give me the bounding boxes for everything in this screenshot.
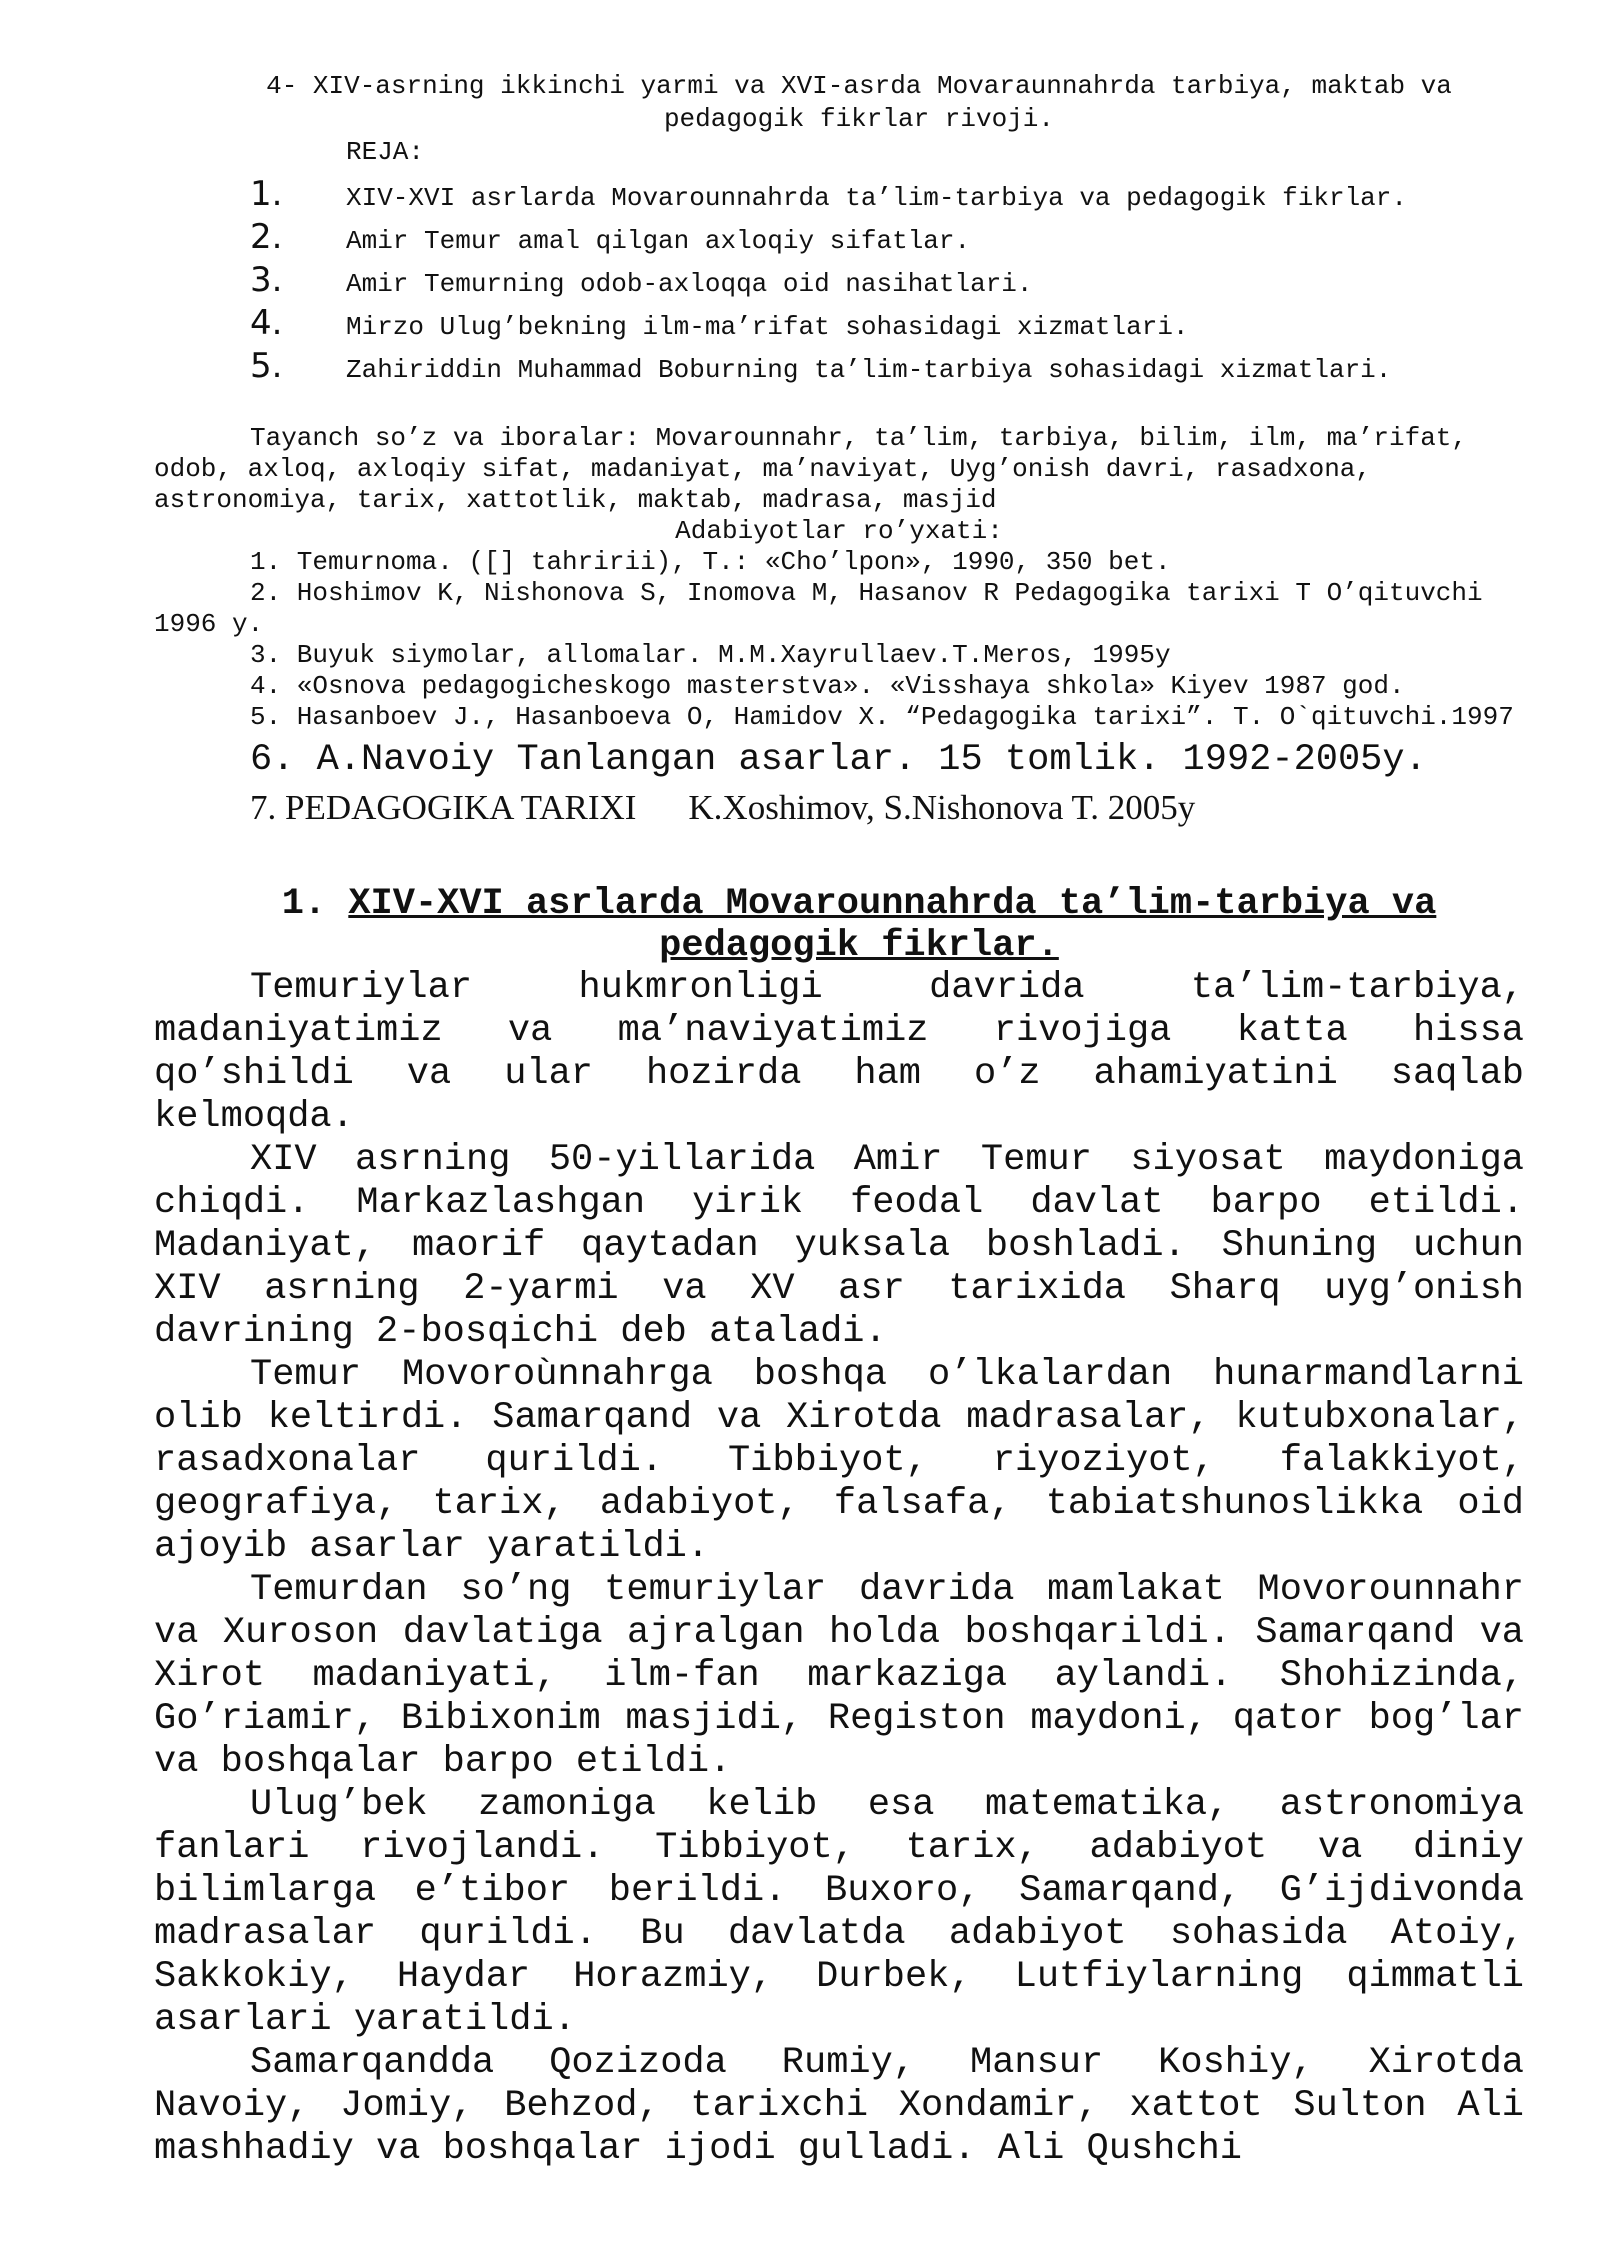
- plan-item-text: Mirzo Ulug’bekning ilm-ma’rifat sohasidagi xizmatlari.: [346, 312, 1189, 342]
- plan-item-number: 5.: [250, 346, 283, 386]
- body-paragraph: Temur Movoroùnnahrga boshqa o’lkalardan hunarmandlarni olib keltirdi. Samarqand va Xirotda madrasalar, kutubxonalar, rasadxonalar qurildi. Tibbiyot, riyoziyot, falakkiyot, geografiya, tarix, adabiyot, falsafa, tabiatshunoslikka oid ajoyib asarlar yaratildi.: [154, 1354, 1524, 1568]
- plan-heading: REJA:: [346, 137, 425, 167]
- reference-item: 4. «Osnova pedagogicheskogo masterstva». «Visshaya shkola» Kiyev 1987 god.: [250, 671, 1405, 701]
- reference-authors: K.Xoshimov, S.Nishonova T. 2005y: [688, 788, 1196, 827]
- plan-item: [154, 346, 1524, 389]
- plan-list: [154, 174, 1524, 389]
- reference-item: 1. Temurnoma. ([] tahririi), T.: «Cho’lpon», 1990, 350 bet.: [250, 547, 1171, 577]
- plan-item-text: XIV-XVI asrlarda Movarounnahrda ta’lim-tarbiya va pedagogik fikrlar.: [346, 183, 1407, 213]
- section-title-text: pedagogik fikrlar.: [659, 925, 1059, 967]
- plan-item-number: 1.: [250, 174, 283, 214]
- section-heading-line-1: [194, 883, 1524, 925]
- section-heading-line-2: [194, 925, 1524, 967]
- document-page: [154, 70, 1524, 2171]
- title-line-1: 4- XIV-asrning ikkinchi yarmi va XVI-asrda Movaraunnahrda tarbiya, maktab va: [266, 71, 1452, 101]
- reference-title: 7. PEDAGOGIKA TARIXI: [250, 788, 637, 827]
- title-line-2: pedagogik fikrlar rivoji.: [663, 104, 1055, 134]
- reference-item: 3. Buyuk siymolar, allomalar. M.M.Xayrullaev.T.Meros, 1995y: [250, 640, 1171, 670]
- keywords-paragraph: Tayanch so’z va iboralar: Movarounnahr, ta’lim, tarbiya, bilim, ilm, ma’rifat, odob, axloq, axloqiy sifat, madaniyat, ma’naviyat, Uyg’onish davri, rasadxona, astronomiya, tarix, xattotlik, maktab, madrasa, masjid: [154, 423, 1467, 515]
- plan-item-text: Amir Temurning odob-axloqqa oid nasihatlari.: [346, 269, 1033, 299]
- references-heading: Adabiyotlar ro’yxati:: [675, 516, 1003, 546]
- body-paragraph: Samarqandda Qozizoda Rumiy, Mansur Koshiy, Xirotda Navoiy, Jomiy, Behzod, tarixchi Xondamir, xattot Sulton Ali mashhadiy va boshqalar ijodi gulladi. Ali Qushchi: [154, 2042, 1524, 2170]
- section-body: [154, 967, 1524, 2171]
- section-number: 1.: [281, 883, 327, 925]
- body-paragraph: Temurdan so’ng temuriylar davrida mamlakat Movorounnahr va Xuroson davlatiga ajralgan holda boshqarildi. Samarqand va Xirot madaniyati, ilm-fan markaziga aylandi. Shohizinda, Go’riamir, Bibixonim masjidi, Registon maydoni, qator bog’lar va boshqalar barpo etildi.: [154, 1569, 1524, 1783]
- plan-item-text: Zahiriddin Muhammad Boburning ta’lim-tarbiya sohasidagi xizmatlari.: [346, 355, 1392, 385]
- plan-item-number: 4.: [250, 303, 283, 343]
- body-paragraph: XIV asrning 50-yillarida Amir Temur siyosat maydoniga chiqdi. Markazlashgan yirik feodal davlat barpo etildi. Madaniyat, maorif qaytadan yuksala boshladi. Shuning uchun XIV asrning 2-yarmi va XV asr tarixida Sharq uyg’onish davrining 2-bosqichi deb ataladi.: [154, 1139, 1524, 1353]
- reference-item-serif: [250, 785, 1524, 831]
- plan-item-text: Amir Temur amal qilgan axloqiy sifatlar.: [346, 226, 971, 256]
- body-paragraph: Temuriylar hukmronligi davrida ta’lim-tarbiya, madaniyatimiz va ma’naviyatimiz rivojiga katta hissa qo’shildi va ular hozirda ham o’z ahamiyatini saqlab kelmoqda.: [154, 967, 1524, 1138]
- plan-item-number: 2.: [250, 217, 283, 257]
- plan-item: [154, 217, 1524, 260]
- document-title: [154, 70, 1524, 136]
- section-heading: [154, 883, 1524, 967]
- plan-item: [154, 303, 1524, 346]
- reference-item-large: 6. A.Navoiy Tanlangan asarlar. 15 tomlik. 1992-2005y.: [250, 739, 1427, 781]
- section-title-text: XIV-XVI asrlarda Movarounnahrda ta’lim-tarbiya va: [348, 883, 1437, 925]
- plan-item: [154, 260, 1524, 303]
- reference-item: 2. Hoshimov K, Nishonova S, Inomova M, Hasanov R Pedagogika tarixi T O’qituvchi 1996 y.: [154, 578, 1483, 639]
- body-paragraph: Ulug’bek zamoniga kelib esa matematika, astronomiya fanlari rivojlandi. Tibbiyot, tarix, adabiyot va diniy bilimlarga e’tibor berildi. Buxoro, Samarqand, G’ijdivonda madrasalar qurildi. Bu davlatda adabiyot sohasida Atoiy, Sakkokiy, Haydar Horazmiy, Durbek, Lutfiylarning qimmatli asarlari yaratildi.: [154, 1784, 1524, 2041]
- reference-item: 5. Hasanboev J., Hasanboeva O, Hamidov X. “Pedagogika tarixi”. T. O`qituvchi.1997: [250, 702, 1514, 732]
- plan-item-number: 3.: [250, 260, 283, 300]
- plan-item: [154, 174, 1524, 217]
